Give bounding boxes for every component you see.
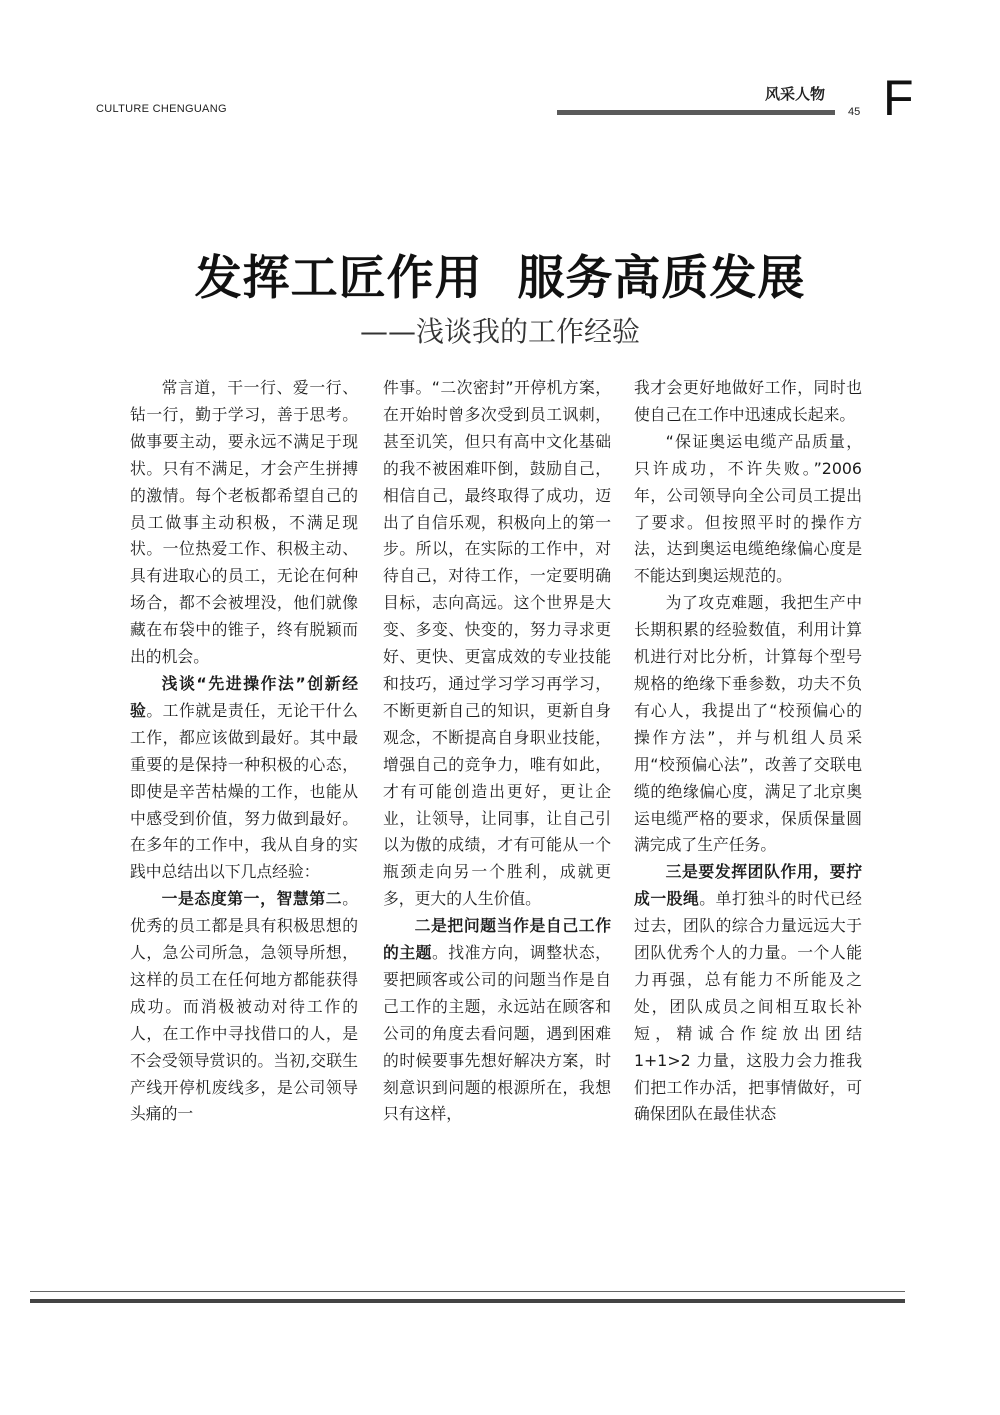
footer-rule [30, 1299, 905, 1303]
article-title: 发挥工匠作用 服务高质发展 [194, 251, 806, 306]
paragraph-heading: 一是态度第一，智慧第二 [161, 889, 343, 909]
paragraph: 浅谈“先进操作法”创新经验。工作就是责任，无论干什么工作，都应该做到最好。其中最重要的是保持一种积极的心态，即使是辛苦枯燥的工作，也能从中感受到价值，努力做到最好。在多年的工作中，我从自身的实践中总结出以下几点经验： [130, 673, 358, 882]
page-number: 45 [848, 106, 861, 118]
text-column-3 [634, 375, 862, 1128]
paragraph-heading: 浅谈“先进操作法”创新经验 [130, 673, 358, 720]
paragraph: 件事。“二次密封”开停机方案，在开始时曾多次受到员工讽刺，甚至讥笑，但只有高中文化基础的我不被困难吓倒，鼓励自己，相信自己，最终取得了成功，迈出了自信乐观，积极向上的第一步。所以，在实际的工作中，对待自己，对待工作，一定要明确目标，志向高远。这个世界是大变、多变、快变的，努力寻求更好、更快、更富成效的专业技能和技巧，通过学习学习再学习，不断更新自己的知识，更新自身观念，不断提高自身职业技能，增强自己的竞争力，唯有如此，才有可能创造出更好，更让企业，让领导，让同事，让自己引以为傲的成绩，才有可能从一个瓶颈走向另一个胜利，成就更多，更大的人生价值。 [383, 378, 611, 909]
paragraph: 三是要发挥团队作用，要拧成一股绳。单打独斗的时代已经过去，团队的综合力量远远大于团队优秀个人的力量。一个人能力再强，总有能力不所能及之处，团队成员之间相互取长补短，精诚合作绽放出团结 1+1>2 力量，这股力会力推我们把工作办活，把事情做好，可确保团队在最佳状态 [634, 862, 862, 1124]
text-column-2 [383, 375, 611, 1128]
magazine-name: CULTURE CHENGUANG [96, 103, 227, 115]
paragraph: “保证奥运电缆产品质量，只许成功，不许失败。”2006年，公司领导向全公司员工提出了要求。但按照平时的操作方法，达到奥运电缆绝缘偏心度是不能达到奥运规范的。 [634, 431, 862, 586]
paragraph-heading: 三是要发挥团队作用，要拧成一股绳 [634, 862, 862, 909]
article-subtitle: ——浅谈我的工作经验 [360, 315, 641, 348]
section-title: 风采人物 [765, 85, 826, 103]
paragraph-heading: 二是把问题当作是自己工作的主题 [383, 916, 611, 963]
section-letter: F [883, 70, 914, 126]
paragraph: 二是把问题当作是自己工作的主题。找准方向，调整状态，要把顾客或公司的问题当作是自己工作的主题，永远站在顾客和公司的角度去看问题，遇到困难的时候要事先想好解决方案，时刻意识到问题的根源所在，我想只有这样， [383, 916, 611, 1124]
paragraph: 一是态度第一，智慧第二。优秀的员工都是具有积极思想的人，急公司所急，急领导所想，这样的员工在任何地方都能获得成功。而消极被动对待工作的人，在工作中寻找借口的人，是不会受领导赏识的。当初,交联生产线开停机废线多，是公司领导头痛的一 [130, 889, 358, 1124]
paragraph: 常言道，干一行、爱一行、钻一行，勤于学习，善于思考。做事要主动，要永远不满足于现状。只有不满足，才会产生拼搏的激情。每个老板都希望自己的员工做事主动积极，不满足现状。一位热爱工作、积极主动、具有进取心的员工，无论在何种场合，都不会被埋没，他们就像藏在布袋中的锥子，终有脱颖而出的机会。 [130, 378, 358, 667]
text-column-1 [130, 375, 358, 1128]
paragraph: 为了攻克难题，我把生产中长期积累的经验数值，利用计算机进行对比分析，计算每个型号规格的绝缘下垂参数，功夫不负有心人，我提出了“校预偏心的操作方法”，并与机组人员采用“校预偏心法”，改善了交联电缆的绝缘偏心度，满足了北京奥运电缆严格的要求，保质保量圆满完成了生产任务。 [634, 593, 862, 855]
footer-rule-thin [30, 1291, 905, 1292]
header-rule [557, 110, 835, 115]
paragraph: 我才会更好地做好工作，同时也使自己在工作中迅速成长起来。 [634, 378, 862, 424]
